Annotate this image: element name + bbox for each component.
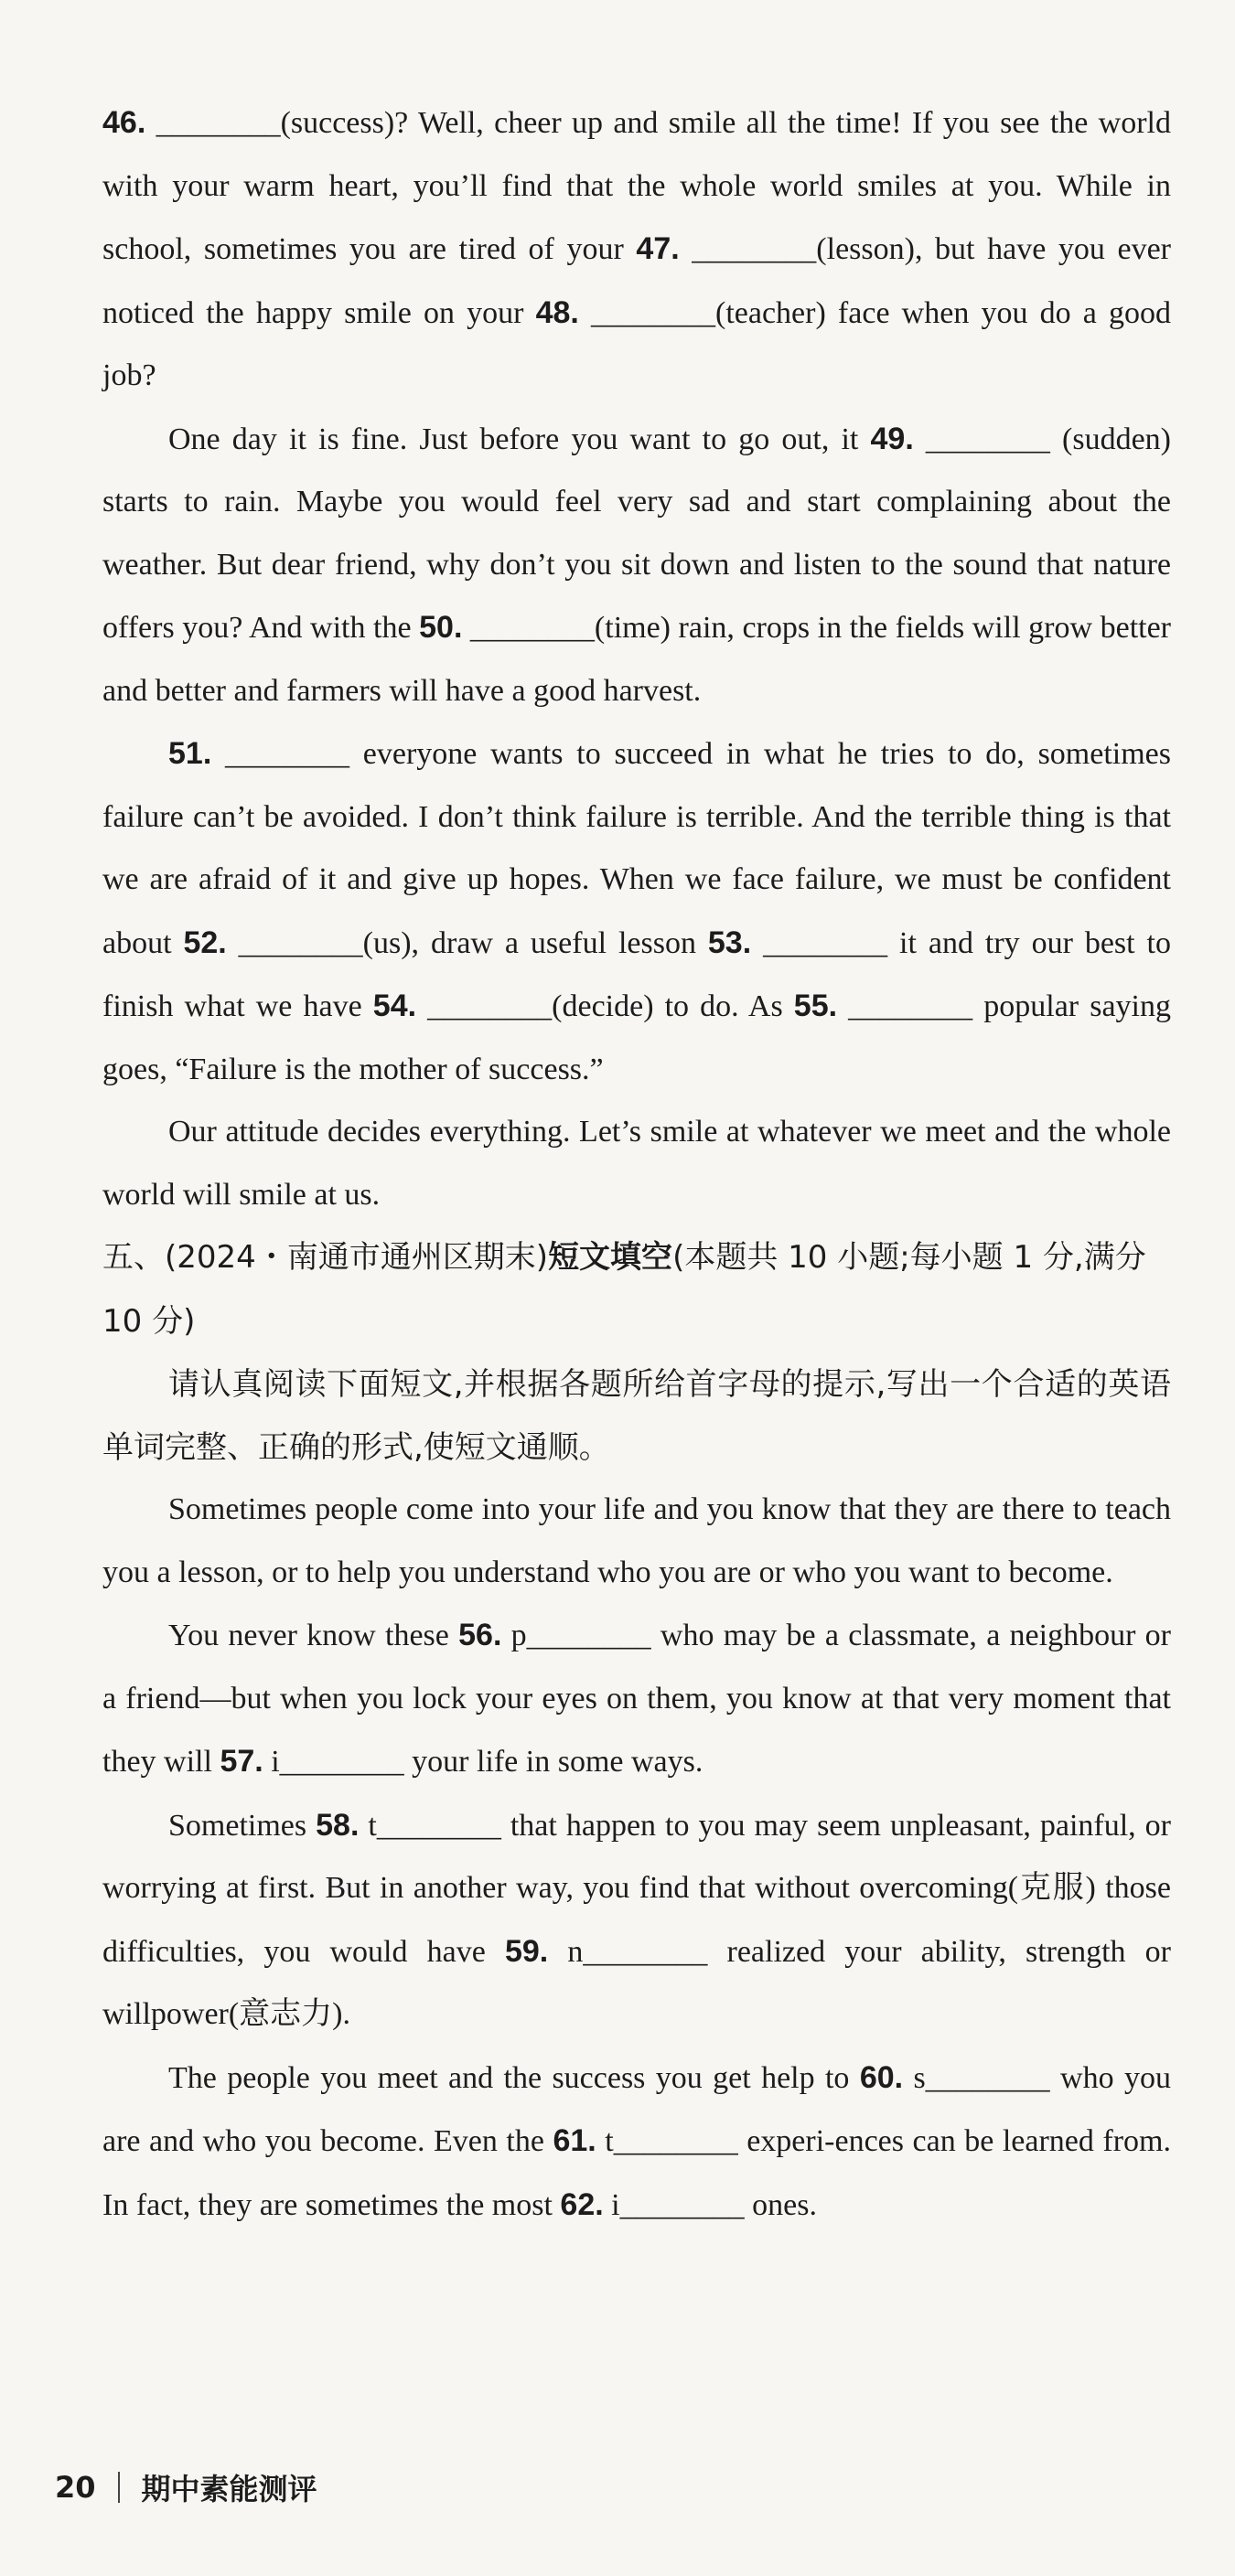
paragraph-text: t________ experi-ences can be learned from. In fact, they are sometimes the most <box>102 2124 1171 2222</box>
paragraph <box>102 1101 1171 1226</box>
page-number: 20 <box>55 2470 96 2505</box>
section-5-heading <box>102 1226 1171 1353</box>
paragraph-text: s________ who you are and who you become. Even the <box>102 2060 1171 2158</box>
paragraph-text: ________(us), draw a useful lesson <box>226 925 708 960</box>
paragraph-text: You never know these <box>168 1619 459 1652</box>
passage-2 <box>102 1479 1171 2237</box>
paragraph-text: ________(time) rain, crops in the fields will grow better and better and farmers will have a good harvest. <box>102 611 1171 708</box>
paragraph-text: ________(success)? Well, cheer up and smile all the time! If you see the world with your warm heart, you’ll find that the whole world smiles at you. While in school, sometimes you are tired of your <box>102 106 1171 266</box>
paragraph <box>102 91 1171 408</box>
paragraph <box>102 408 1171 723</box>
paragraph <box>102 2047 1171 2238</box>
section-5-suffix: (本题共 10 小题;每小题 1 分,满分 10 分) <box>102 1239 1146 1340</box>
question-number: 55. <box>793 989 838 1023</box>
page-footer <box>55 2469 317 2506</box>
question-number: 60. <box>859 2059 904 2095</box>
paragraph-text: i________ ones. <box>603 2187 817 2222</box>
question-number: 47. <box>636 231 680 266</box>
paragraph <box>102 722 1171 1101</box>
paragraph-text: ________ it and try our best to finish what we have <box>102 925 1171 1023</box>
passage-1 <box>102 91 1171 1226</box>
paragraph-text: ________(decide) to do. As <box>416 989 794 1023</box>
paragraph-text: ________(teacher) face when you do a good job? <box>102 295 1172 392</box>
paragraph <box>102 1794 1171 2047</box>
paragraph <box>102 1479 1171 1604</box>
question-number: 52. <box>183 925 227 960</box>
paragraph-text: p________ who may be a classmate, a neighbour or a friend—but when you lock your eyes on them, you know at that very moment that they will <box>102 1619 1171 1779</box>
paragraph-text: t________ that happen to you may seem unpleasant, painful, or worrying at first. But in another way, you find that without overcoming(克服) those difficulties, you would have <box>102 1808 1171 1969</box>
paragraph-text: ________(lesson), but have you ever noticed the happy smile on your <box>102 232 1172 330</box>
question-number: 50. <box>419 610 463 645</box>
paragraph-text: ________ (sudden) starts to rain. Maybe you would feel very sad and start complaining about the weather. But dear friend, why don’t you sit down and listen to the sound that nature offers you? And with the <box>102 422 1171 645</box>
paragraph-text: i________ your life in some ways. <box>263 1745 703 1779</box>
footer-divider <box>118 2472 120 2503</box>
section-5-instruction: 请认真阅读下面短文,并根据各题所给首字母的提示,写出一个合适的英语单词完整、正确的形式,使短文通顺。 <box>102 1366 1171 1466</box>
paragraph-text: The people you meet and the success you get help to <box>168 2060 860 2095</box>
question-number: 61. <box>553 2123 596 2158</box>
paragraph-text: Sometimes people come into your life and you know that they are there to teach you a lesson, or to help you understand who you are or who you want to become. <box>102 1492 1171 1589</box>
question-number: 57. <box>220 1744 263 1779</box>
footer-label: 期中素能测评 <box>141 2472 317 2507</box>
paragraph-text: ________ popular saying goes, “Failure is the mother of success.” <box>102 989 1171 1086</box>
question-number: 62. <box>560 2186 604 2222</box>
question-number: 49. <box>870 421 914 456</box>
paragraph-text: n________ realized your ability, strength or willpower(意志力). <box>102 1934 1171 2031</box>
section-5-prefix: 五、(2024・南通市通州区期末) <box>102 1239 549 1276</box>
paragraph <box>102 1604 1171 1794</box>
paragraph-text: ________ everyone wants to succeed in what he tries to do, sometimes failure can’t be avoided. I don’t think failure is terrible. And the terrible thing is that we are afraid of it and give up hopes. When we face failure, we must be confident about <box>102 737 1171 960</box>
question-number: 58. <box>316 1807 360 1843</box>
paragraph-text: One day it is fine. Just before you want to go out, it <box>168 422 871 456</box>
paragraph-text: Our attitude decides everything. Let’s smile at whatever we meet and the whole world will smile at us. <box>102 1115 1171 1212</box>
question-number: 54. <box>372 989 417 1023</box>
document-page <box>102 91 1171 2237</box>
question-number: 48. <box>535 294 579 330</box>
question-number: 53. <box>707 925 752 960</box>
section-5-title: 短文填空 <box>548 1239 673 1276</box>
question-number: 51. <box>168 736 212 771</box>
question-number: 59. <box>504 1933 549 1969</box>
paragraph-text: Sometimes <box>168 1808 317 1843</box>
question-number: 46. <box>102 105 146 140</box>
question-number: 56. <box>458 1618 502 1652</box>
